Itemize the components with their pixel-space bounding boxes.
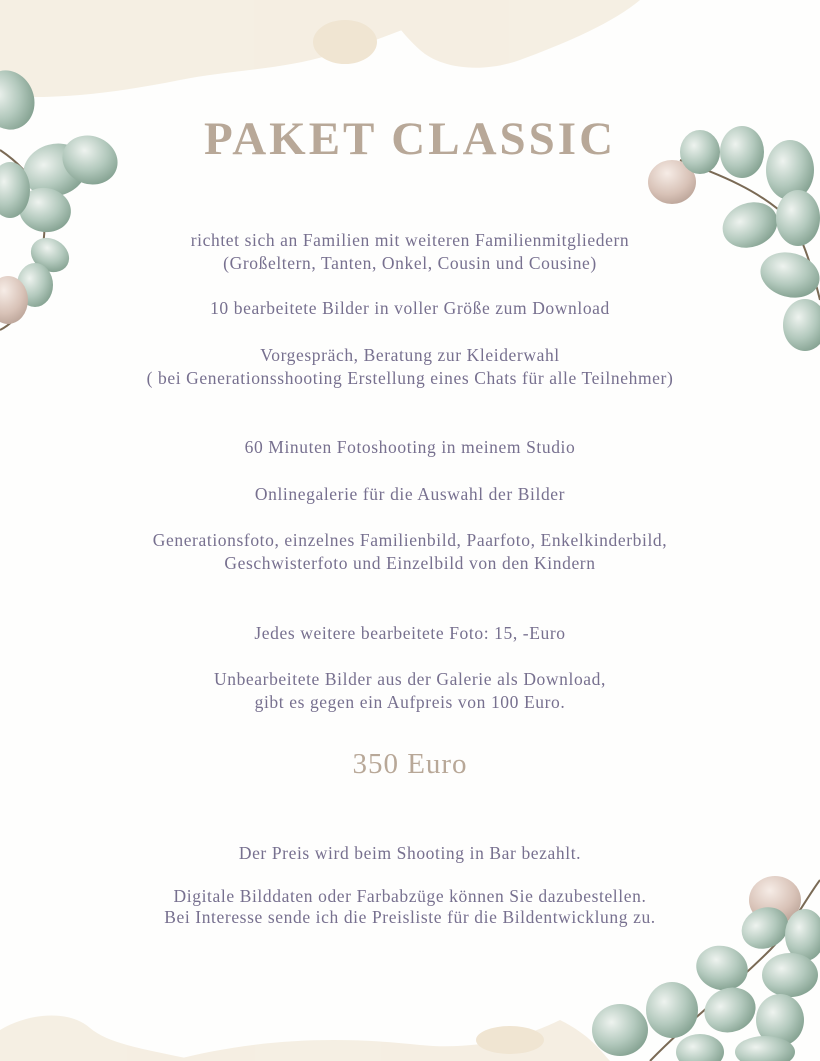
package-price: 350 Euro [352,748,468,780]
unedited-download-line-1: Unbearbeitete Bilder aus der Galerie als Download, [213,669,606,689]
prints-note-line-2: Bei Interesse sende ich die Preisliste für die Bildentwicklung zu. [164,907,656,927]
photo-types-line-2: Geschwisterfoto und Einzelbild von den Kindern [224,553,596,573]
page-title: PAKET CLASSIC [203,113,617,165]
images-included: 10 bearbeitete Bilder in voller Größe zum Download [210,298,610,318]
photo-types-line-1: Generationsfoto, einzelnes Familienbild, Paarfoto, Enkelkinderbild, [152,530,668,550]
online-gallery: Onlinegalerie für die Auswahl der Bilder [254,484,566,504]
extra-photo-price: Jedes weitere bearbeitete Foto: 15, -Euro [254,623,566,643]
consultation-line-1: Vorgespräch, Beratung zur Kleiderwahl [260,345,560,365]
audience-line-1: richtet sich an Familien mit weiteren Familienmitgliedern [190,230,630,250]
prints-note-line-1: Digitale Bilddaten oder Farbabzüge können Sie dazubestellen. [173,886,647,906]
payment-note: Der Preis wird beim Shooting in Bar bezahlt. [238,843,582,863]
audience-line-2: (Großeltern, Tanten, Onkel, Cousin und Cousine) [223,253,597,273]
unedited-download-line-2: gibt es gegen ein Aufpreis von 100 Euro. [254,692,566,712]
consultation-line-2: ( bei Generationsshooting Erstellung eines Chats für alle Teilnehmer) [146,368,674,388]
shooting-duration: 60 Minuten Fotoshooting in meinem Studio [244,437,576,457]
